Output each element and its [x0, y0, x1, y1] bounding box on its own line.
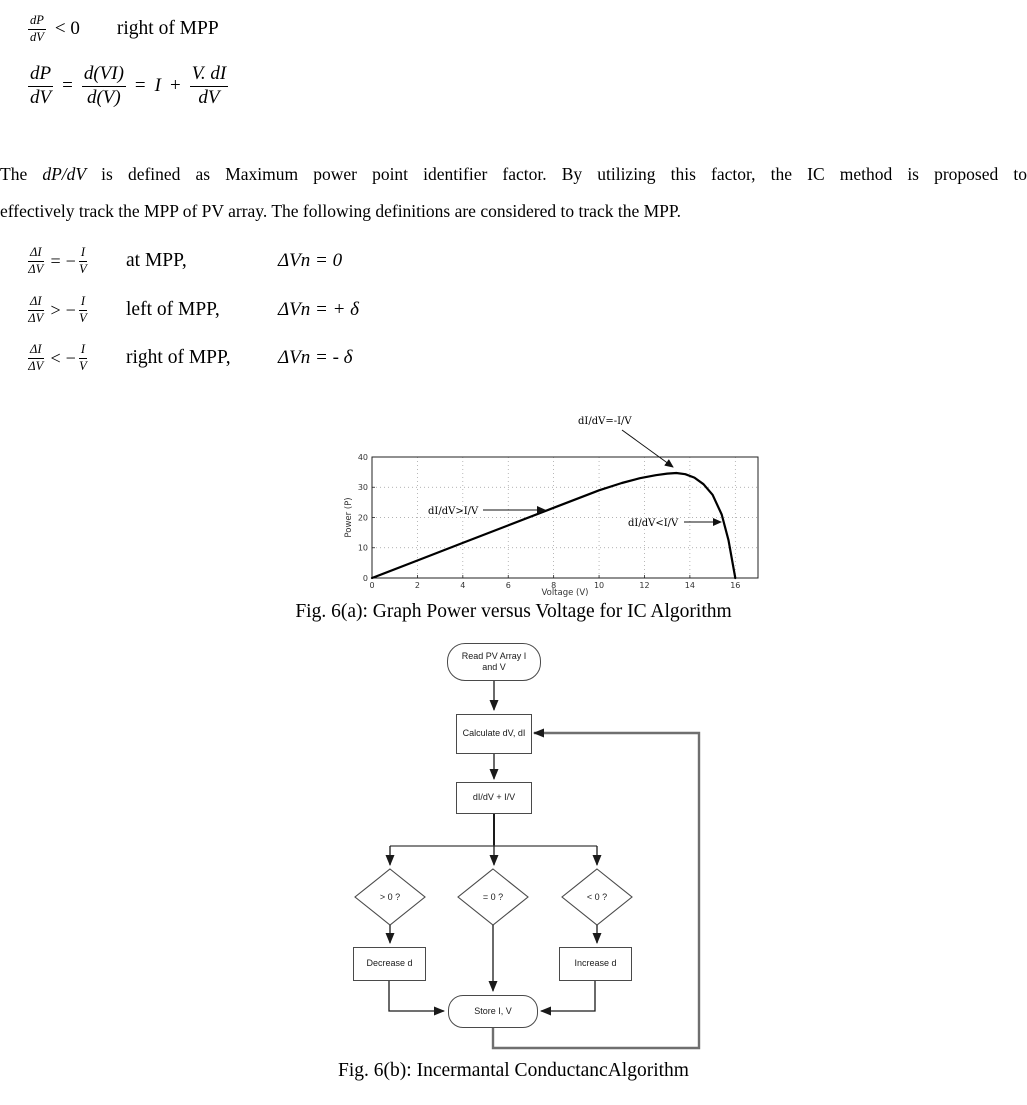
condition-right-of-mpp	[0, 332, 430, 384]
svg-text:Power (P): Power (P)	[344, 497, 354, 538]
flow-node-increase-d: Increase d	[559, 947, 632, 981]
condition-result: ΔVn = - δ	[278, 347, 353, 368]
condition-label: right of MPP,	[126, 347, 231, 368]
condition-label: left of MPP,	[126, 299, 220, 320]
body-paragraph	[0, 156, 1027, 230]
figure-6a-pv-chart	[340, 405, 775, 600]
paragraph-line-1: The dP/dV is defined as Maximum power point identifier factor. By utilizing this factor, the IC method is proposed to	[0, 164, 1027, 184]
svg-text:dI/dV=-I/V: dI/dV=-I/V	[578, 416, 632, 427]
connector-decrease-to-store	[389, 981, 444, 1011]
svg-text:4: 4	[460, 581, 466, 590]
equation-dpdv-negative	[28, 6, 219, 52]
minus-sign: −	[65, 299, 76, 320]
svg-text:40: 40	[357, 452, 368, 462]
minus-sign: −	[65, 347, 76, 368]
inline-math-dpdv: dP/dV	[42, 164, 87, 184]
flow-decision-gt-label: > 0 ?	[379, 892, 401, 902]
equation-note: right of MPP	[116, 18, 219, 39]
condition-at-mpp	[0, 235, 430, 287]
svg-text:8: 8	[551, 581, 557, 590]
relation-operator: >	[50, 299, 61, 320]
figure-6b-caption: Fig. 6(b): Incermantal ConductancAlgorithm	[338, 1060, 689, 1081]
svg-text:dI/dV>I/V: dI/dV>I/V	[428, 506, 479, 517]
paragraph-line-2: effectively track the MPP of PV array. The following definitions are considered to track the MPP.	[0, 201, 682, 221]
equals-sign: =	[134, 75, 146, 96]
svg-text:dI/dV<I/V: dI/dV<I/V	[628, 518, 679, 529]
svg-text:14: 14	[684, 581, 695, 590]
plus-sign: +	[169, 75, 181, 96]
relation-lt-zero: < 0	[54, 18, 80, 39]
fraction-di-dv: $\frac{\Delta I}{\Delta V}$	[28, 294, 44, 325]
fraction-dp-dv: $\frac{dP}{dV}$	[30, 62, 52, 108]
flow-decision-eq-label: = 0 ?	[482, 892, 504, 902]
term-i: I	[154, 75, 161, 96]
fraction-dp-dv: $\frac{dP}{dV}$	[30, 13, 44, 44]
fraction-dvi-dv: $\frac{d(VI)}{d(V)}$	[83, 62, 124, 108]
svg-text:Voltage (V): Voltage (V)	[541, 588, 589, 598]
fraction-i-v: $\frac{I}{V}$	[79, 294, 87, 325]
flow-node-ratio: dI/dV + I/V	[456, 782, 532, 814]
condition-result: ΔVn = 0	[278, 250, 343, 271]
flow-decision-lt-label: < 0 ?	[586, 892, 608, 902]
minus-sign: −	[65, 250, 76, 271]
fraction-di-dv: $\frac{\Delta I}{\Delta V}$	[28, 342, 44, 373]
condition-left-of-mpp	[0, 284, 430, 336]
flow-node-decrease-d: Decrease d	[353, 947, 426, 981]
svg-text:20: 20	[357, 513, 368, 523]
svg-text:16: 16	[730, 581, 741, 590]
svg-text:10: 10	[593, 581, 605, 590]
pv-curve-plot	[340, 405, 775, 600]
svg-text:12: 12	[639, 581, 650, 590]
svg-text:0: 0	[362, 573, 368, 583]
relation-operator: =	[50, 250, 61, 271]
fraction-vdi-dv: $\frac{V. dI}{dV}$	[191, 62, 227, 108]
connector-increase-to-store	[541, 981, 595, 1011]
figure-6b-flowchart	[330, 640, 730, 1058]
fraction-i-v: $\frac{I}{V}$	[79, 342, 87, 373]
figure-6a-caption: Fig. 6(a): Graph Power versus Voltage for IC Algorithm	[295, 601, 732, 622]
equation-dpdv-expansion	[28, 57, 228, 115]
flow-node-read-pv-array: Read PV Array I and V	[447, 643, 541, 681]
condition-result: ΔVn = + δ	[278, 299, 359, 320]
flowchart-connectors	[330, 640, 730, 1058]
svg-text:0: 0	[369, 581, 375, 590]
flow-node-calculate: Calculate dV, dI	[456, 714, 532, 754]
svg-text:2: 2	[414, 581, 420, 590]
svg-text:6: 6	[505, 581, 511, 590]
condition-label: at MPP,	[126, 250, 187, 271]
fraction-di-dv: $\frac{\Delta I}{\Delta V}$	[28, 245, 44, 276]
equals-sign: =	[62, 75, 73, 96]
fraction-i-v: $\frac{I}{V}$	[79, 245, 87, 276]
relation-operator: <	[50, 347, 61, 368]
flow-node-store: Store I, V	[448, 995, 538, 1028]
svg-text:30: 30	[357, 483, 368, 493]
svg-text:10: 10	[357, 543, 368, 553]
